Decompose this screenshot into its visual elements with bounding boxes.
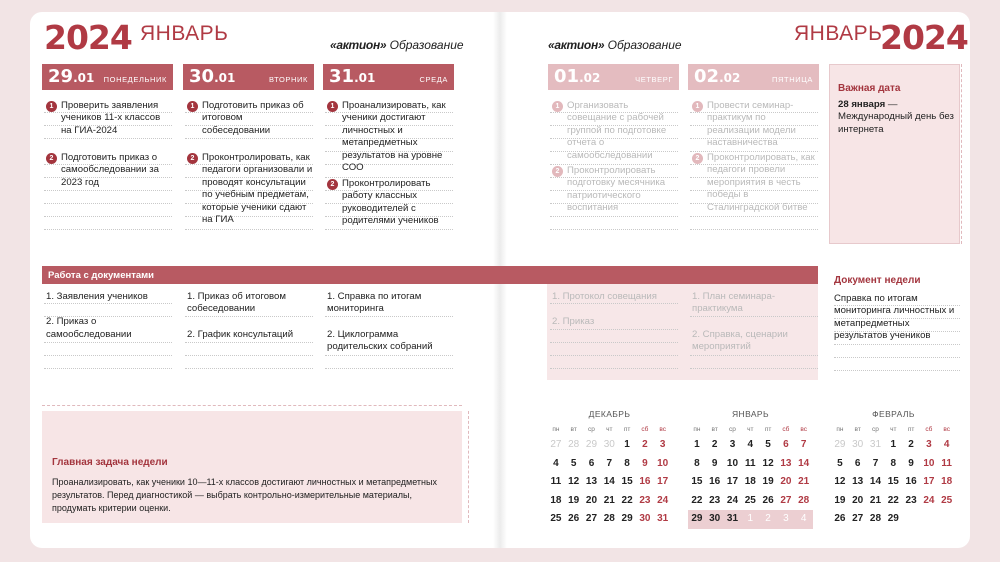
weekday-name: СРЕДА bbox=[419, 75, 448, 84]
stitch-line bbox=[42, 405, 462, 406]
calendar-day: 19 bbox=[568, 494, 580, 506]
calendar-weekday: вт bbox=[711, 426, 718, 433]
rule-line bbox=[185, 355, 313, 356]
document-item: 2. Справка, сценарии мероприятий bbox=[692, 328, 788, 353]
calendar-day: 10 bbox=[657, 457, 669, 469]
rule-line bbox=[834, 357, 960, 358]
calendar-day: 10 bbox=[726, 457, 739, 469]
calendar-day: 24 bbox=[726, 494, 739, 506]
calendar-day: 11 bbox=[745, 457, 756, 469]
day-header-1 bbox=[183, 64, 314, 90]
rule-line bbox=[44, 229, 172, 230]
rule-line bbox=[834, 305, 960, 306]
calendar-week-row bbox=[688, 510, 813, 529]
important-date-desc: — Международный день без интернета bbox=[838, 99, 954, 135]
calendar-weekday: вт bbox=[854, 426, 861, 433]
calendar-day: 21 bbox=[798, 476, 810, 487]
calendar-weekday: сб bbox=[782, 426, 790, 433]
rule-line bbox=[325, 229, 453, 230]
calendar-month-title: ДЕКАБРЬ bbox=[588, 409, 631, 419]
calendar-day: 2 bbox=[642, 439, 648, 450]
calendar-weekday-row bbox=[831, 423, 956, 436]
calendar-day: 29 bbox=[887, 513, 899, 524]
left-month: ЯНВАРЬ bbox=[140, 22, 229, 45]
day-number: 01.02 bbox=[554, 66, 601, 87]
task-text: Организовать совещание с рабочей группой по подготовке отчета о самообследовании bbox=[567, 100, 667, 161]
task-item bbox=[44, 100, 172, 137]
calendar-day: 30 bbox=[852, 439, 864, 450]
calendar-weekday: пн bbox=[836, 426, 844, 433]
calendar-day: 18 bbox=[941, 476, 953, 487]
calendar-weekday: ср bbox=[588, 426, 595, 433]
task-number-badge: 1 bbox=[552, 101, 563, 112]
rule-line bbox=[690, 355, 818, 356]
calendar-february bbox=[831, 409, 956, 529]
calendar-december bbox=[547, 409, 672, 529]
brand-suffix: Образование bbox=[389, 38, 464, 52]
rule-line bbox=[325, 368, 453, 369]
calendar-day: 25 bbox=[941, 494, 953, 506]
calendar-day: 1 bbox=[741, 510, 759, 529]
calendar-day: 1 bbox=[890, 439, 897, 450]
rule-line bbox=[834, 344, 960, 345]
documents-col-1 bbox=[187, 291, 315, 341]
calendar-day: 4 bbox=[943, 439, 950, 450]
calendar-week-row bbox=[831, 455, 956, 474]
rule-line bbox=[690, 216, 818, 217]
rule-line bbox=[44, 203, 172, 204]
rule-line bbox=[690, 368, 818, 369]
day-header-3 bbox=[548, 64, 679, 90]
calendar-weekday-row bbox=[688, 423, 813, 436]
calendar-day: 21 bbox=[603, 494, 615, 506]
document-item: 2. Приказ о самообследовании bbox=[46, 316, 132, 340]
calendar-week-row bbox=[688, 473, 813, 492]
calendar-weekday-row bbox=[547, 423, 672, 436]
calendar-day: 26 bbox=[762, 494, 774, 506]
calendar-day: 21 bbox=[869, 494, 882, 506]
calendar-day: 20 bbox=[780, 476, 792, 487]
calendar-weekday: вс bbox=[800, 426, 807, 433]
calendar-day: 28 bbox=[603, 513, 615, 524]
calendar-day: 4 bbox=[553, 457, 559, 469]
document-item: 2. Циклограмма родительских собраний bbox=[327, 328, 433, 353]
day-number: 29.01 bbox=[48, 66, 95, 87]
calendar-day: 22 bbox=[887, 494, 899, 506]
calendar-day: 5 bbox=[837, 457, 843, 469]
calendar-day: 2 bbox=[759, 510, 777, 529]
day-number: 02.02 bbox=[694, 66, 741, 87]
rule-line bbox=[834, 370, 960, 371]
rule-line bbox=[44, 355, 172, 356]
left-brand-logo bbox=[330, 38, 464, 52]
calendar-day: 18 bbox=[550, 494, 562, 506]
calendar-week-row bbox=[547, 510, 672, 529]
calendar-day: 25 bbox=[550, 513, 562, 524]
calendar-day: 27 bbox=[852, 513, 864, 524]
calendar-day: 23 bbox=[709, 494, 721, 506]
weekly-goal-title: Главная задача недели bbox=[52, 457, 168, 468]
calendar-day: 14 bbox=[869, 476, 882, 487]
calendar-day: 25 bbox=[744, 494, 756, 506]
calendar-weekday: пт bbox=[907, 426, 915, 433]
calendar-january bbox=[688, 409, 813, 529]
calendar-month-title: ФЕВРАЛЬ bbox=[872, 409, 915, 419]
task-item bbox=[690, 100, 818, 150]
task-item bbox=[550, 165, 678, 215]
task-number-badge: 1 bbox=[692, 101, 703, 112]
rule-line bbox=[185, 229, 313, 230]
calendar-day: 3 bbox=[777, 510, 795, 529]
calendar-weekday: сб bbox=[641, 426, 649, 433]
task-text: Провести семинар-практикум по реализации модели наставничества bbox=[707, 100, 796, 149]
calendar-day bbox=[902, 510, 920, 529]
rule-line bbox=[834, 331, 960, 332]
calendar-day: 29 bbox=[688, 510, 706, 529]
right-year: 2024 bbox=[880, 18, 968, 57]
calendar-day: 12 bbox=[834, 476, 846, 487]
weekly-goal-text: Проанализировать, как ученики 10—11-х классов достигают личностных и метапредметных результатов. Перед диагностикой — выбрать контрольно-измерительные материалы, продумать критерии оценки. bbox=[52, 477, 437, 513]
task-number-badge: 2 bbox=[692, 153, 703, 164]
calendar-day: 13 bbox=[585, 476, 598, 487]
calendar-weekday: вс bbox=[659, 426, 666, 433]
calendar-day: 14 bbox=[603, 476, 615, 487]
calendar-day: 17 bbox=[726, 476, 739, 487]
important-date-panel bbox=[829, 64, 960, 244]
calendar-weekday: пт bbox=[623, 426, 631, 433]
calendar-day: 1 bbox=[694, 439, 700, 450]
rule-line bbox=[550, 368, 678, 369]
calendar-day: 6 bbox=[783, 439, 789, 450]
calendar-day: 8 bbox=[624, 457, 630, 469]
task-item bbox=[325, 100, 453, 174]
brand-logo-text: «актион» bbox=[330, 38, 387, 52]
calendar-day: 3 bbox=[659, 439, 666, 450]
rule-line bbox=[44, 368, 172, 369]
calendar-day: 17 bbox=[923, 476, 935, 487]
task-item bbox=[690, 152, 818, 214]
task-text: Подготовить приказ о самообследовании за 2023 год bbox=[61, 152, 159, 188]
calendar-day: 22 bbox=[691, 494, 703, 506]
calendar-day: 8 bbox=[694, 457, 700, 469]
calendar-day: 24 bbox=[657, 494, 669, 506]
calendar-day: 3 bbox=[926, 439, 932, 450]
documents-col-2 bbox=[327, 291, 455, 354]
calendar-day: 5 bbox=[570, 457, 577, 469]
calendar-day: 4 bbox=[747, 439, 754, 450]
calendar-day: 18 bbox=[744, 476, 756, 487]
weekday-name: ЧЕТВЕРГ bbox=[635, 75, 673, 84]
calendar-day: 1 bbox=[624, 439, 630, 450]
task-item bbox=[44, 152, 172, 189]
calendar-week-row bbox=[831, 510, 956, 529]
calendar-day: 15 bbox=[621, 476, 633, 487]
task-item bbox=[185, 100, 313, 137]
document-item: 2. График консультаций bbox=[187, 328, 294, 340]
document-item: 1. Протокол совещания bbox=[552, 291, 657, 302]
calendar-day: 26 bbox=[568, 513, 580, 524]
rule-line bbox=[44, 216, 172, 217]
calendar-day: 27 bbox=[585, 513, 598, 524]
calendar-weekday: пн bbox=[693, 426, 701, 433]
task-number-badge: 1 bbox=[46, 101, 57, 112]
calendar-week-row bbox=[547, 492, 672, 511]
rule-line bbox=[185, 342, 313, 343]
calendar-week-row bbox=[547, 473, 672, 492]
calendar-day: 16 bbox=[905, 476, 917, 487]
task-item bbox=[185, 152, 313, 226]
right-month: ЯНВАРЬ bbox=[794, 22, 883, 45]
rule-line bbox=[550, 216, 678, 217]
task-text: Проконтролировать, как педагоги провели мероприятия в честь победы в Сталинградской битве bbox=[707, 152, 815, 213]
day-header-2 bbox=[323, 64, 454, 90]
task-text: Подготовить приказ об итоговом собеседовании bbox=[202, 100, 304, 136]
calendar-day: 7 bbox=[872, 457, 879, 469]
rule-line bbox=[550, 329, 678, 330]
calendar-day: 19 bbox=[834, 494, 846, 506]
task-text: Проконтролировать подготовку месячника патриотического воспитания bbox=[567, 165, 666, 214]
calendar-day: 23 bbox=[639, 494, 651, 506]
stitch-line bbox=[961, 64, 962, 244]
documents-bar: Работа с документами bbox=[42, 266, 818, 284]
calendar-day: 13 bbox=[780, 457, 792, 469]
left-year: 2024 bbox=[44, 18, 132, 57]
calendar-day: 27 bbox=[550, 439, 562, 450]
calendar-week-row bbox=[688, 492, 813, 511]
calendar-day: 4 bbox=[795, 510, 813, 529]
calendar-day: 28 bbox=[869, 513, 882, 524]
calendar-weekday: ср bbox=[872, 426, 879, 433]
important-date-text bbox=[838, 99, 956, 136]
important-date-date: 28 января bbox=[838, 99, 886, 110]
calendar-week-row bbox=[688, 436, 813, 455]
day-header-4 bbox=[688, 64, 819, 90]
calendar-weekday: чт bbox=[606, 426, 613, 433]
task-number-badge: 2 bbox=[327, 179, 338, 190]
task-number-badge: 2 bbox=[46, 153, 57, 164]
calendar-day: 8 bbox=[890, 457, 897, 469]
day-number: 31.01 bbox=[329, 66, 376, 87]
rule-line bbox=[834, 318, 960, 319]
calendar-day: 31 bbox=[657, 513, 669, 524]
documents-col-3 bbox=[552, 291, 680, 329]
calendar-weekday: чт bbox=[890, 426, 897, 433]
brand-suffix: Образование bbox=[607, 38, 682, 52]
documents-col-0 bbox=[46, 291, 174, 341]
doc-week-text: Справка по итогам мониторинга личностных и метапредметных результатов учеников bbox=[834, 293, 955, 342]
calendar-day: 14 bbox=[798, 457, 810, 469]
calendar-day: 2 bbox=[711, 439, 718, 450]
document-item: 1. Приказ об итоговом собеседовании bbox=[187, 291, 286, 315]
calendar-day: 9 bbox=[908, 457, 914, 469]
calendar-day: 7 bbox=[800, 439, 807, 450]
calendar-day: 28 bbox=[798, 494, 810, 506]
task-text: Проконтролировать, как педагоги организовали и проводят консультации по учебным предметам, которые ученики сдают на ГИА bbox=[202, 152, 313, 226]
weekly-goal-panel bbox=[42, 411, 462, 523]
rule-line bbox=[550, 342, 678, 343]
day-header-0 bbox=[42, 64, 173, 90]
calendar-day: 19 bbox=[762, 476, 774, 487]
weekday-name: ПОНЕДЕЛЬНИК bbox=[103, 75, 167, 84]
rule-line bbox=[550, 355, 678, 356]
calendar-day: 12 bbox=[568, 476, 580, 487]
rule-line bbox=[185, 138, 313, 139]
calendar-day: 5 bbox=[765, 439, 771, 450]
calendar-day: 22 bbox=[621, 494, 633, 506]
calendar-day: 28 bbox=[568, 439, 580, 450]
calendar-day: 12 bbox=[762, 457, 774, 469]
calendar-day: 2 bbox=[908, 439, 914, 450]
calendar-day: 20 bbox=[585, 494, 598, 506]
calendar-week-row bbox=[547, 436, 672, 455]
stitch-line bbox=[468, 411, 469, 523]
important-date-title: Важная дата bbox=[838, 83, 901, 94]
calendar-day: 29 bbox=[585, 439, 598, 450]
task-number-badge: 1 bbox=[187, 101, 198, 112]
calendar-day: 16 bbox=[639, 476, 651, 487]
calendar-day bbox=[938, 510, 956, 529]
calendar-day: 30 bbox=[603, 439, 615, 450]
document-item: 1. Заявления учеников bbox=[46, 291, 148, 302]
calendar-day: 17 bbox=[657, 476, 669, 487]
calendar-weekday: сб bbox=[925, 426, 933, 433]
calendar-day: 31 bbox=[869, 439, 882, 450]
document-item: 1. План семинара-практикума bbox=[692, 291, 776, 315]
document-item: 1. Справка по итогам мониторинга bbox=[327, 291, 422, 315]
calendar-day: 7 bbox=[606, 457, 613, 469]
calendar-day: 15 bbox=[887, 476, 899, 487]
rule-line bbox=[44, 138, 172, 139]
calendar-day: 23 bbox=[905, 494, 917, 506]
task-item bbox=[550, 100, 678, 162]
calendar-day: 27 bbox=[780, 494, 792, 506]
calendar-day: 26 bbox=[834, 513, 846, 524]
document-item: 2. Приказ bbox=[552, 316, 595, 328]
calendar-day: 15 bbox=[691, 476, 703, 487]
calendar-week-row bbox=[547, 455, 672, 474]
calendar-day: 16 bbox=[709, 476, 721, 487]
rule-line bbox=[44, 190, 172, 191]
calendar-day: 30 bbox=[706, 510, 724, 529]
rule-line bbox=[185, 368, 313, 369]
calendar-day: 10 bbox=[923, 457, 935, 469]
calendar-week-row bbox=[831, 473, 956, 492]
weekday-name: ПЯТНИЦА bbox=[772, 75, 813, 84]
rule-line bbox=[325, 355, 453, 356]
calendar-day: 29 bbox=[621, 513, 633, 524]
calendar-day: 6 bbox=[854, 457, 861, 469]
day-number: 30.01 bbox=[189, 66, 236, 87]
task-number-badge: 2 bbox=[552, 166, 563, 177]
task-text: Проанализировать, как ученики достигают личностных и метапредметных результатов на уровне СОО bbox=[342, 100, 446, 174]
right-brand-logo bbox=[548, 38, 682, 52]
calendar-weekday: пт bbox=[764, 426, 772, 433]
rule-line bbox=[44, 342, 172, 343]
calendar-weekday: пн bbox=[552, 426, 560, 433]
calendar-day: 29 bbox=[834, 439, 846, 450]
task-number-badge: 1 bbox=[327, 101, 338, 112]
calendar-day: 20 bbox=[852, 494, 864, 506]
calendar-day: 13 bbox=[852, 476, 864, 487]
calendar-day: 9 bbox=[642, 457, 648, 469]
calendar-weekday: вс bbox=[943, 426, 950, 433]
task-text: Проверить заявления учеников 11-х классов на ГИА-2024 bbox=[61, 100, 161, 136]
calendar-day: 30 bbox=[639, 513, 651, 524]
task-item bbox=[325, 178, 453, 228]
weekday-name: ВТОРНИК bbox=[269, 75, 308, 84]
doc-week-title: Документ недели bbox=[834, 275, 921, 286]
calendar-week-row bbox=[831, 492, 956, 511]
calendar-week-row bbox=[688, 455, 813, 474]
calendar-day: 6 bbox=[588, 457, 595, 469]
task-text: Проконтролировать работу классных руководителей с родителями учеников bbox=[342, 178, 439, 227]
calendar-weekday: ср bbox=[729, 426, 736, 433]
calendar-month-title: ЯНВАРЬ bbox=[732, 409, 769, 419]
documents-panel bbox=[42, 284, 818, 380]
rule-line bbox=[690, 229, 818, 230]
calendar-day: 24 bbox=[923, 494, 935, 506]
documents-col-4 bbox=[692, 291, 820, 354]
calendar-day: 11 bbox=[941, 457, 952, 469]
calendar-weekday: чт bbox=[747, 426, 754, 433]
calendar-week-row bbox=[831, 436, 956, 455]
calendar-day: 31 bbox=[724, 510, 742, 529]
brand-logo-text: «актион» bbox=[548, 38, 605, 52]
task-number-badge: 2 bbox=[187, 153, 198, 164]
calendar-weekday: вт bbox=[570, 426, 577, 433]
calendar-day: 9 bbox=[711, 457, 718, 469]
calendar-day bbox=[920, 510, 938, 529]
calendar-day: 3 bbox=[729, 439, 736, 450]
rule-line bbox=[550, 229, 678, 230]
calendar-day: 11 bbox=[550, 476, 562, 487]
